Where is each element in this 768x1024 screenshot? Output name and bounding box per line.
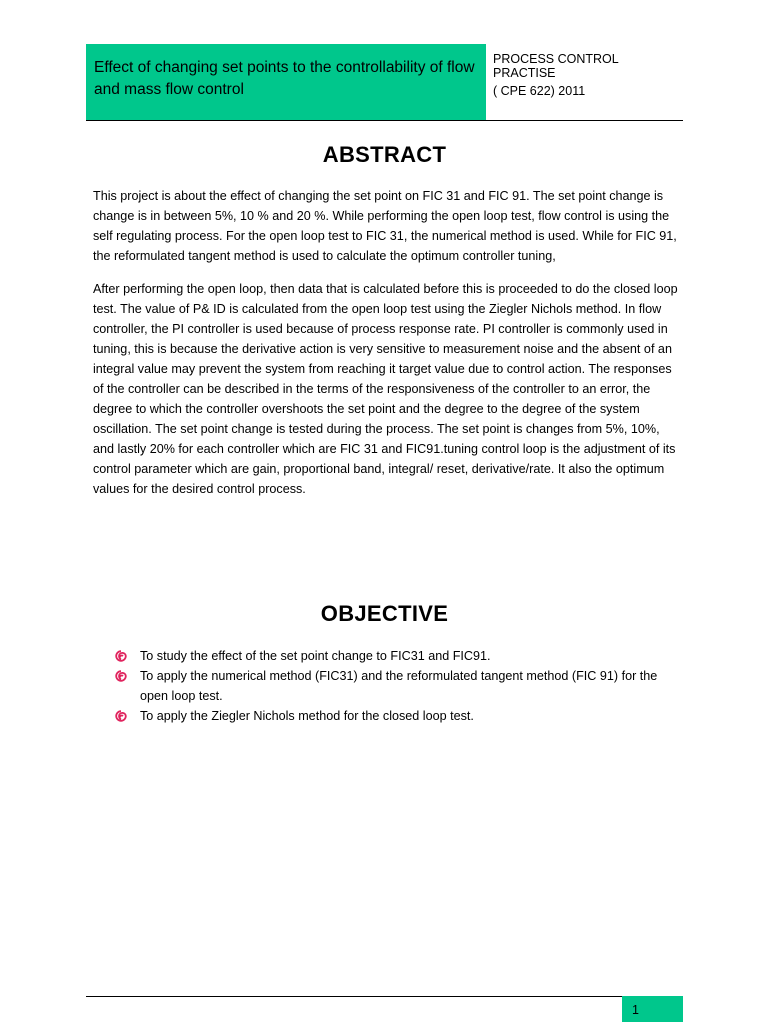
objective-item [93,706,683,726]
objective-item [93,666,683,706]
abstract-paragraph-1: This project is about the effect of changing the set point on FIC 31 and FIC 91. The set point change is change is in between 5%, 10 % and 20 %. While performing the open loop test, flow control is using the self regulating process. For the open loop test to FIC 31, the numerical method is used. While for FIC 91, the reformulated tangent method is used to calculate the optimum controller tuning, [93,189,677,263]
course-name: PROCESS CONTROL PRACTISE [493,52,619,80]
footer-divider [86,996,683,997]
swirl-bullet-icon [115,650,127,662]
swirl-bullet-icon [115,670,127,682]
swirl-bullet-icon [115,710,127,722]
objective-item [93,646,683,666]
page-number: 1 [622,996,683,1022]
objective-heading: OBJECTIVE [320,601,449,626]
objective-item-text: To apply the numerical method (FIC31) and the reformulated tangent method (FIC 91) for the open loop test. [140,669,658,703]
header-title-box [86,44,486,120]
objective-item-text: To study the effect of the set point change to FIC31 and FIC91. [140,649,491,663]
objective-item-text: To apply the Ziegler Nichols method for the closed loop test. [140,709,474,723]
objective-list [93,646,683,726]
abstract-heading: ABSTRACT [322,142,447,167]
course-code: ( CPE 622) 2011 [493,84,586,98]
document-title: Effect of changing set points to the controllability of flow and mass flow control [94,59,475,98]
header-divider [86,120,683,121]
header-course-info [493,44,683,120]
abstract-paragraph-2: After performing the open loop, then data that is calculated before this is proceeded to do the closed loop test. The value of P& ID is calculated from the open loop test using the Ziegler Nichols method. In flow controller, the PI controller is used because of process response rate. PI controller is commonly used in tuning, this is because the derivative action is very sensitive to measurement noise and the absent of an integral value may prevent the system from reaching it target value due to control action. The responses of the controller can be described in the terms of the responsiveness of the controller to an error, the degree to which the controller overshoots the set point and the degree to the degree of the system oscillation. The set point change is tested during the process. The set point is changes from 5%, 10%, and lastly 20% for each controller which are FIC 31 and FIC91.tuning control loop is the adjustment of its control parameter which are gain, proportional band, integral/ reset, derivative/rate. It also the optimum values for the desired control process. [93,282,678,496]
